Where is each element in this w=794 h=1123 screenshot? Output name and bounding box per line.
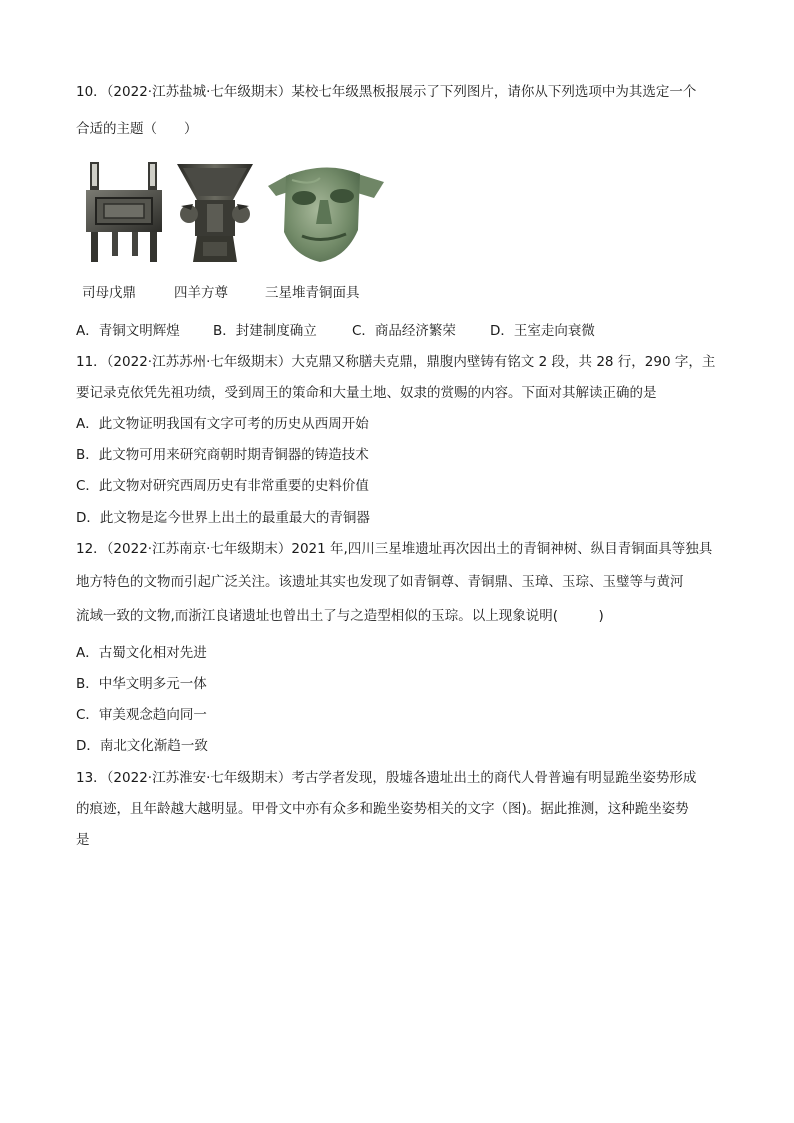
q12-option-c[interactable]: C．审美观念趋向同一 [76,707,207,723]
q12-option-b[interactable]: B．中华文明多元一体 [76,676,207,692]
q13-stem-line-2: 的痕迹，且年龄越大越明显。甲骨文中亦有众多和跪坐姿势相关的文字（图)。据此推测，这种跪坐姿势 [76,801,689,817]
q10-option-d[interactable]: D．王室走向衰微 [490,323,595,339]
q12-stem-line-3: 流域一致的文物,而浙江良诸遗址也曾出土了与之造型相似的玉琮。以上现象说明( ) [76,608,604,624]
q10-stem-line-1: 10．（2022·江苏盐城·七年级期末）某校七年级黑板报展示了下列图片，请你从下列选项中为其选定一个 [76,84,697,100]
bronze-mask-icon [262,160,390,264]
caption-sanxingdui-mask: 三星堆青铜面具 [265,285,360,301]
q13-stem-line-1: 13．（2022·江苏淮安·七年级期末）考古学者发现，殷墟各遗址出土的商代人骨普遍有明显跪坐姿势形成 [76,770,697,786]
caption-si-mu-wu-ding: 司母戊鼎 [82,285,136,301]
q12-stem-line-1: 12．（2022·江苏南京·七年级期末）2021 年,四川三星堆遗址再次因出土的青铜神树、纵目青铜面具等独具 [76,541,713,557]
zun-vessel-icon [173,160,257,264]
q11-option-a[interactable]: A．此文物证明我国有文字可考的历史从西周开始 [76,416,369,432]
q11-option-b[interactable]: B．此文物可用来研究商朝时期青铜器的铸造技术 [76,447,369,463]
q11-option-c[interactable]: C．此文物对研究西周历史有非常重要的史料价值 [76,478,369,494]
q10-option-c[interactable]: C．商品经济繁荣 [352,323,456,339]
q12-option-d[interactable]: D．南北文化渐趋一致 [76,738,208,754]
q10-option-b[interactable]: B．封建制度确立 [213,323,317,339]
q10-options [76,322,595,340]
q13-stem-line-3: 是 [76,832,90,848]
q10-option-a[interactable]: A．青铜文明辉煌 [76,323,180,339]
q12-stem-line-2: 地方特色的文物而引起广泛关注。该遗址其实也发现了如青铜尊、青铜鼎、玉璋、玉琮、玉璧等与黄河 [76,574,684,590]
ding-vessel-icon [84,160,166,264]
caption-si-yang-fang-zun: 四羊方尊 [174,285,228,301]
q11-stem-line-2: 要记录克依凭先祖功绩，受到周王的策命和大量土地、奴隶的赏赐的内容。下面对其解读正确的是 [76,385,657,401]
q10-stem-line-2: 合适的主题（ ） [76,121,198,137]
q11-stem-line-1: 11．（2022·江苏苏州·七年级期末）大克鼎又称膳夫克鼎，鼎腹内壁铸有铭文 2 段，共 28 行，290 字，主 [76,354,716,370]
q11-option-d[interactable]: D．此文物是迄今世界上出土的最重最大的青铜器 [76,510,370,526]
q12-option-a[interactable]: A．古蜀文化相对先进 [76,645,207,661]
